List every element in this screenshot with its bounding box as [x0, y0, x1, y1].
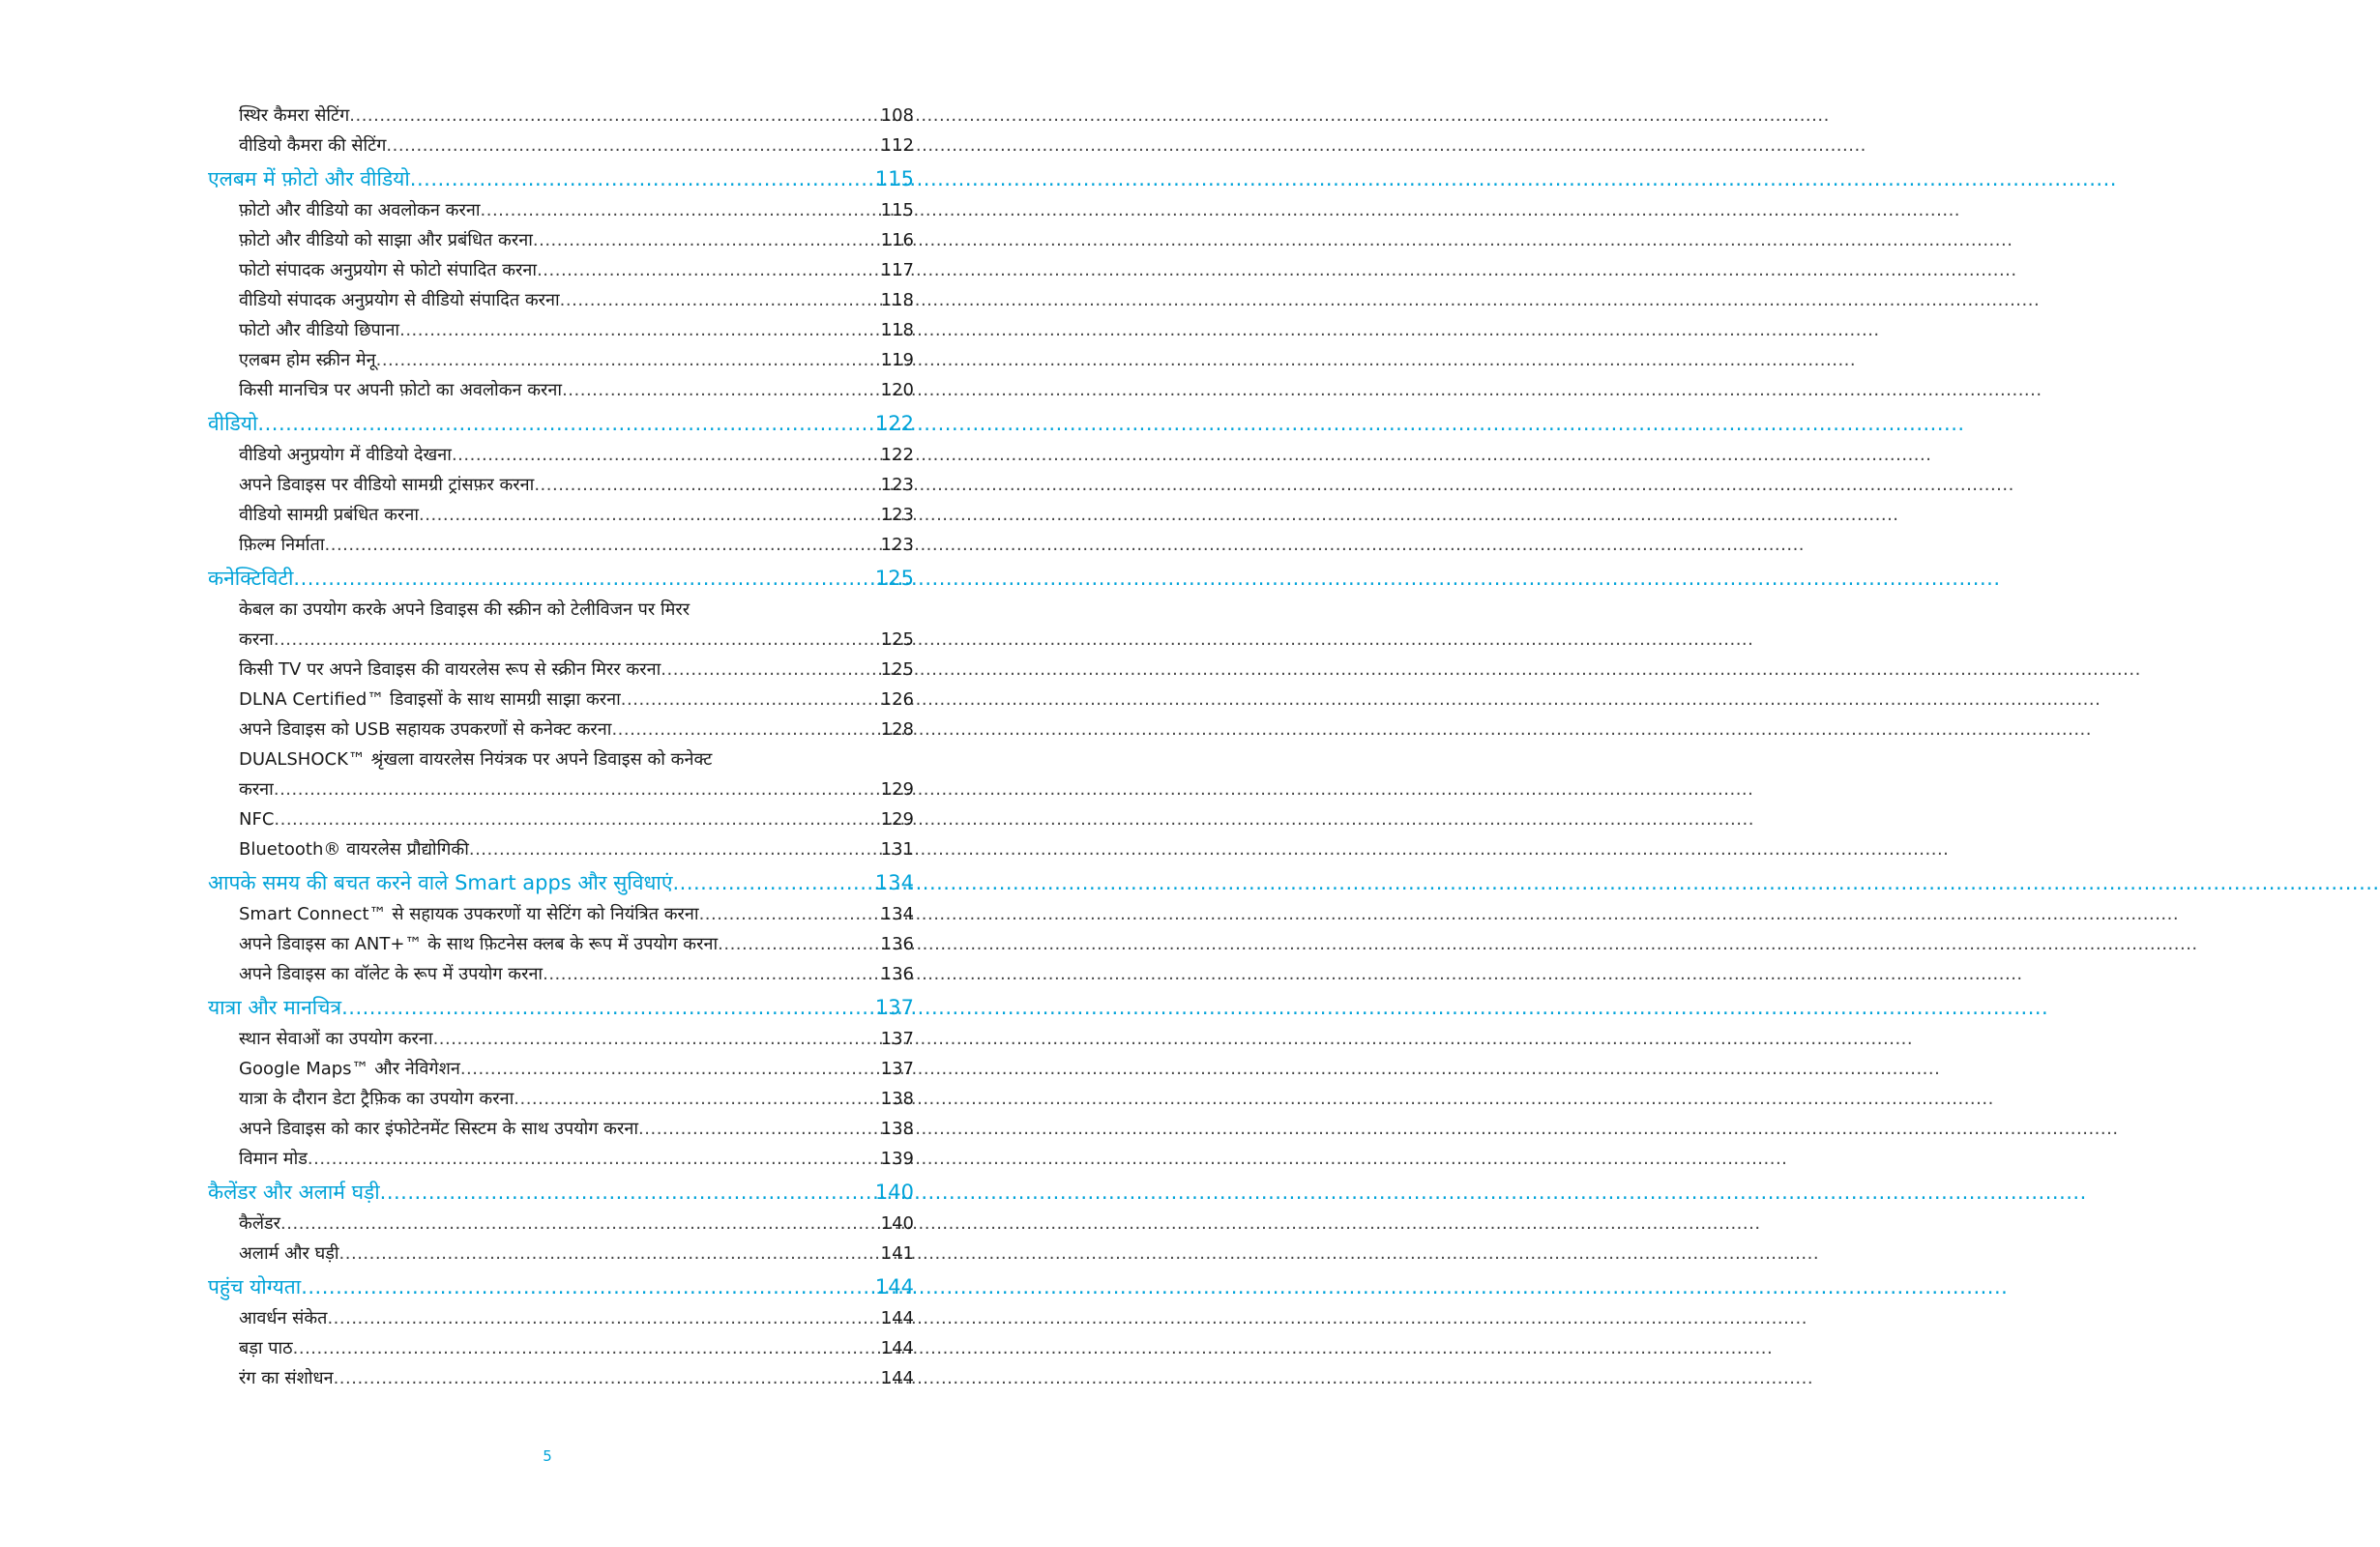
toc-entry[interactable]: [208, 500, 914, 530]
toc-entry-title: वीडियो संपादक अनुप्रयोग से वीडियो संपादित करना: [239, 290, 560, 310]
toc-entry[interactable]: [208, 375, 914, 405]
toc-entry-title: फ़ोटो और वीडियो का अवलोकन करना: [239, 200, 481, 220]
toc-entry-title: स्थिर कैमरा सेटिंग: [239, 105, 350, 126]
toc-entry[interactable]: [208, 595, 914, 655]
toc-entry-title: अपने डिवाइस को USB सहायक उपकरणों से कनेक्ट करना: [239, 719, 612, 740]
dot-leader: [293, 1333, 879, 1363]
toc-entry-page: 123: [880, 505, 914, 525]
toc-entry[interactable]: [208, 285, 914, 315]
dot-leader: [537, 255, 879, 285]
dot-leader: [274, 774, 879, 804]
toc-section-heading-title: पहुंच योग्यता: [208, 1275, 302, 1299]
toc-section-heading-page: 122: [874, 412, 914, 435]
toc-entry[interactable]: [208, 131, 914, 161]
toc-entry-page: 136: [880, 934, 914, 954]
toc-entry-title: अपने डिवाइस का ANT+™ के साथ फ़िटनेस क्लब के रूप में उपयोग करना: [239, 934, 719, 954]
dot-leader: [543, 959, 879, 989]
toc-entry-title: यात्रा के दौरान डेटा ट्रैफ़िक का उपयोग करना: [239, 1089, 514, 1109]
toc-entry[interactable]: [208, 899, 914, 929]
dot-leader: [534, 470, 878, 500]
toc-entry-continuation-title: करना: [239, 779, 274, 800]
dot-leader: [460, 1054, 879, 1084]
toc-section-heading-page: 144: [874, 1275, 914, 1299]
toc-section-heading-page: 115: [874, 167, 914, 190]
toc-entry-page: 123: [880, 475, 914, 495]
toc-section-heading-title: एलबम में फ़ोटो और वीडियो: [208, 167, 410, 190]
dot-leader: [661, 655, 878, 685]
toc-entry[interactable]: [208, 929, 914, 959]
dot-leader: [638, 1114, 879, 1144]
toc-entry-title: अलार्म और घड़ी: [239, 1243, 339, 1264]
dot-leader: [339, 1239, 879, 1269]
toc-entry[interactable]: [208, 195, 914, 225]
toc-entry[interactable]: [208, 1303, 914, 1333]
toc-entry-title: रंग का संशोधन: [239, 1368, 334, 1388]
table-of-contents: [208, 101, 914, 1393]
toc-entry-page: 129: [880, 809, 914, 830]
toc-entry-continuation: [239, 625, 914, 655]
toc-entry-title: फ़िल्म निर्माता: [239, 535, 325, 555]
dot-leader: [327, 1303, 878, 1333]
toc-entry-title: NFC: [239, 809, 275, 830]
toc-entry-page: 137: [880, 1029, 914, 1049]
toc-entry-title: किसी मानचित्र पर अपनी फ़ोटो का अवलोकन करना: [239, 380, 563, 400]
toc-entry-title-line1: केबल का उपयोग करके अपने डिवाइस की स्क्रीन को टेलीविजन पर मिरर: [239, 599, 690, 620]
toc-entry-continuation: [239, 774, 914, 804]
toc-entry-page: 137: [880, 1059, 914, 1079]
dot-leader: [562, 375, 879, 405]
toc-entry-page: 144: [880, 1308, 914, 1328]
toc-entry[interactable]: [208, 1084, 914, 1114]
toc-entry[interactable]: [208, 1333, 914, 1363]
dot-leader: [469, 834, 879, 864]
toc-section-heading-page: 125: [874, 567, 914, 590]
toc-entry-page: 131: [880, 839, 914, 860]
dot-leader: [257, 407, 872, 440]
toc-section-heading-page: 134: [874, 871, 914, 894]
dot-leader: [308, 1144, 879, 1174]
toc-entry[interactable]: [208, 959, 914, 989]
toc-entry[interactable]: [208, 744, 914, 804]
toc-entry-page: 117: [880, 260, 914, 280]
toc-entry-page: 108: [880, 105, 914, 126]
toc-section-heading[interactable]: [208, 1270, 914, 1303]
toc-entry-title: वीडियो अनुप्रयोग में वीडियो देखना: [239, 445, 452, 465]
toc-entry-page: 141: [880, 1243, 914, 1264]
toc-entry-title: बड़ा पाठ: [239, 1338, 293, 1358]
toc-section-heading[interactable]: [208, 991, 914, 1024]
toc-entry-page: 112: [880, 135, 914, 156]
toc-entry-page: 116: [880, 230, 914, 250]
toc-entry-page: 126: [880, 689, 914, 710]
toc-entry[interactable]: [208, 255, 914, 285]
toc-entry[interactable]: [208, 225, 914, 255]
toc-entry-page: 118: [880, 320, 914, 340]
dot-leader: [386, 131, 878, 161]
toc-entry-title: फोटो और वीडियो छिपाना: [239, 320, 400, 340]
toc-entry[interactable]: [208, 834, 914, 864]
toc-entry[interactable]: [208, 715, 914, 744]
dot-leader: [280, 1209, 879, 1239]
dot-leader: [514, 1084, 878, 1114]
toc-entry-title-line1: DUALSHOCK™ श्रृंखला वायरलेस नियंत्रक पर अपने डिवाइस को कनेक्ट: [239, 749, 713, 770]
toc-entry-page: 125: [880, 659, 914, 680]
dot-leader: [419, 500, 879, 530]
toc-entry-page: 134: [880, 904, 914, 924]
dot-leader: [699, 899, 879, 929]
toc-section-heading[interactable]: [208, 162, 914, 195]
dot-leader: [433, 1024, 879, 1054]
toc-entry[interactable]: [208, 1024, 914, 1054]
dot-leader: [325, 530, 879, 560]
dot-leader: [380, 1176, 873, 1209]
toc-entry[interactable]: [208, 655, 914, 685]
toc-entry[interactable]: [208, 345, 914, 375]
dot-leader: [718, 929, 879, 959]
toc-entry-title: फोटो संपादक अनुप्रयोग से फोटो संपादित करना: [239, 260, 538, 280]
dot-leader: [621, 685, 879, 715]
dot-leader: [274, 625, 879, 655]
toc-entry-page: 140: [880, 1213, 914, 1234]
dot-leader: [410, 162, 873, 195]
toc-entry-page: 115: [880, 200, 914, 220]
dot-leader: [376, 345, 879, 375]
toc-section-heading[interactable]: [208, 1176, 914, 1209]
toc-entry-title: वीडियो कैमरा की सेटिंग: [239, 135, 387, 156]
toc-entry[interactable]: [208, 315, 914, 345]
toc-entry-title: एलबम होम स्क्रीन मेनू: [239, 350, 376, 370]
toc-entry-title: Smart Connect™ से सहायक उपकरणों या सेटिंग को नियंत्रित करना: [239, 904, 699, 924]
toc-entry[interactable]: [208, 101, 914, 131]
toc-entry-page: 120: [880, 380, 914, 400]
toc-section-heading[interactable]: [208, 866, 914, 899]
toc-entry-page: 119: [880, 350, 914, 370]
toc-section-heading-page: 137: [874, 996, 914, 1019]
dot-leader: [452, 440, 879, 470]
toc-entry-title: आवर्धन संकेत: [239, 1308, 328, 1328]
toc-entry-continuation-page: 125: [880, 629, 914, 650]
dot-leader: [611, 715, 878, 744]
toc-entry-title: अपने डिवाइस पर वीडियो सामग्री ट्रांसफ़र करना: [239, 475, 535, 495]
toc-entry-page: 139: [880, 1149, 914, 1169]
toc-entry-page: 123: [880, 535, 914, 555]
toc-entry[interactable]: [208, 1054, 914, 1084]
toc-entry[interactable]: [208, 1114, 914, 1144]
toc-entry-title: वीडियो सामग्री प्रबंधित करना: [239, 505, 419, 525]
toc-entry-title: स्थान सेवाओं का उपयोग करना: [239, 1029, 433, 1049]
page-number: 5: [543, 1447, 552, 1465]
toc-entry-continuation-page: 129: [880, 779, 914, 800]
dot-leader: [481, 195, 879, 225]
toc-section-heading-title: आपके समय की बचत करने वाले Smart apps और सुविधाएं: [208, 871, 673, 894]
dot-leader: [274, 804, 878, 834]
toc-entry-title: विमान मोड: [239, 1149, 308, 1169]
dot-leader: [341, 991, 873, 1024]
dot-leader: [672, 866, 872, 899]
toc-entry-title: Google Maps™ और नेविगेशन: [239, 1059, 460, 1079]
toc-entry-title: अपने डिवाइस का वॉलेट के रूप में उपयोग करना: [239, 964, 544, 984]
toc-entry-title: किसी TV पर अपने डिवाइस की वायरलेस रूप से स्क्रीन मिरर करना: [239, 659, 661, 680]
toc-section-heading-title: वीडियो: [208, 412, 258, 435]
dot-leader: [533, 225, 879, 255]
toc-entry[interactable]: [208, 530, 914, 560]
dot-leader: [349, 101, 878, 131]
toc-section-heading-title: कैलेंडर और अलार्म घड़ी: [208, 1181, 380, 1204]
toc-entry-title: फ़ोटो और वीडियो को साझा और प्रबंधित करना: [239, 230, 533, 250]
toc-entry[interactable]: [208, 470, 914, 500]
dot-leader: [560, 285, 879, 315]
dot-leader: [399, 315, 879, 345]
toc-section-heading-page: 140: [874, 1181, 914, 1204]
toc-entry-page: 128: [880, 719, 914, 740]
toc-section-heading[interactable]: [208, 562, 914, 595]
toc-entry-page: 144: [880, 1368, 914, 1388]
toc-entry-title: DLNA Certified™ डिवाइसों के साथ सामग्री साझा करना: [239, 689, 621, 710]
toc-entry-page: 138: [880, 1119, 914, 1139]
toc-entry[interactable]: [208, 685, 914, 715]
toc-entry[interactable]: [208, 1144, 914, 1174]
toc-entry[interactable]: [208, 804, 914, 834]
dot-leader: [293, 562, 873, 595]
toc-entry[interactable]: [208, 440, 914, 470]
dot-leader: [334, 1363, 879, 1393]
toc-entry-page: 122: [880, 445, 914, 465]
toc-section-heading-title: यात्रा और मानचित्र: [208, 996, 342, 1019]
toc-entry[interactable]: [208, 1239, 914, 1269]
toc-entry-page: 136: [880, 964, 914, 984]
toc-entry-page: 138: [880, 1089, 914, 1109]
toc-entry-title: कैलेंडर: [239, 1213, 281, 1234]
toc-entry-title: Bluetooth® वायरलेस प्रौद्योगिकी: [239, 839, 469, 860]
toc-entry-page: 118: [880, 290, 914, 310]
toc-entry-title: अपने डिवाइस को कार इंफोटेनमेंट सिस्टम के साथ उपयोग करना: [239, 1119, 639, 1139]
toc-entry[interactable]: [208, 1363, 914, 1393]
toc-entry-page: 144: [880, 1338, 914, 1358]
toc-section-heading-title: कनेक्टिविटी: [208, 567, 294, 590]
toc-entry-continuation-title: करना: [239, 629, 274, 650]
toc-section-heading[interactable]: [208, 407, 914, 440]
toc-entry[interactable]: [208, 1209, 914, 1239]
dot-leader: [301, 1270, 873, 1303]
